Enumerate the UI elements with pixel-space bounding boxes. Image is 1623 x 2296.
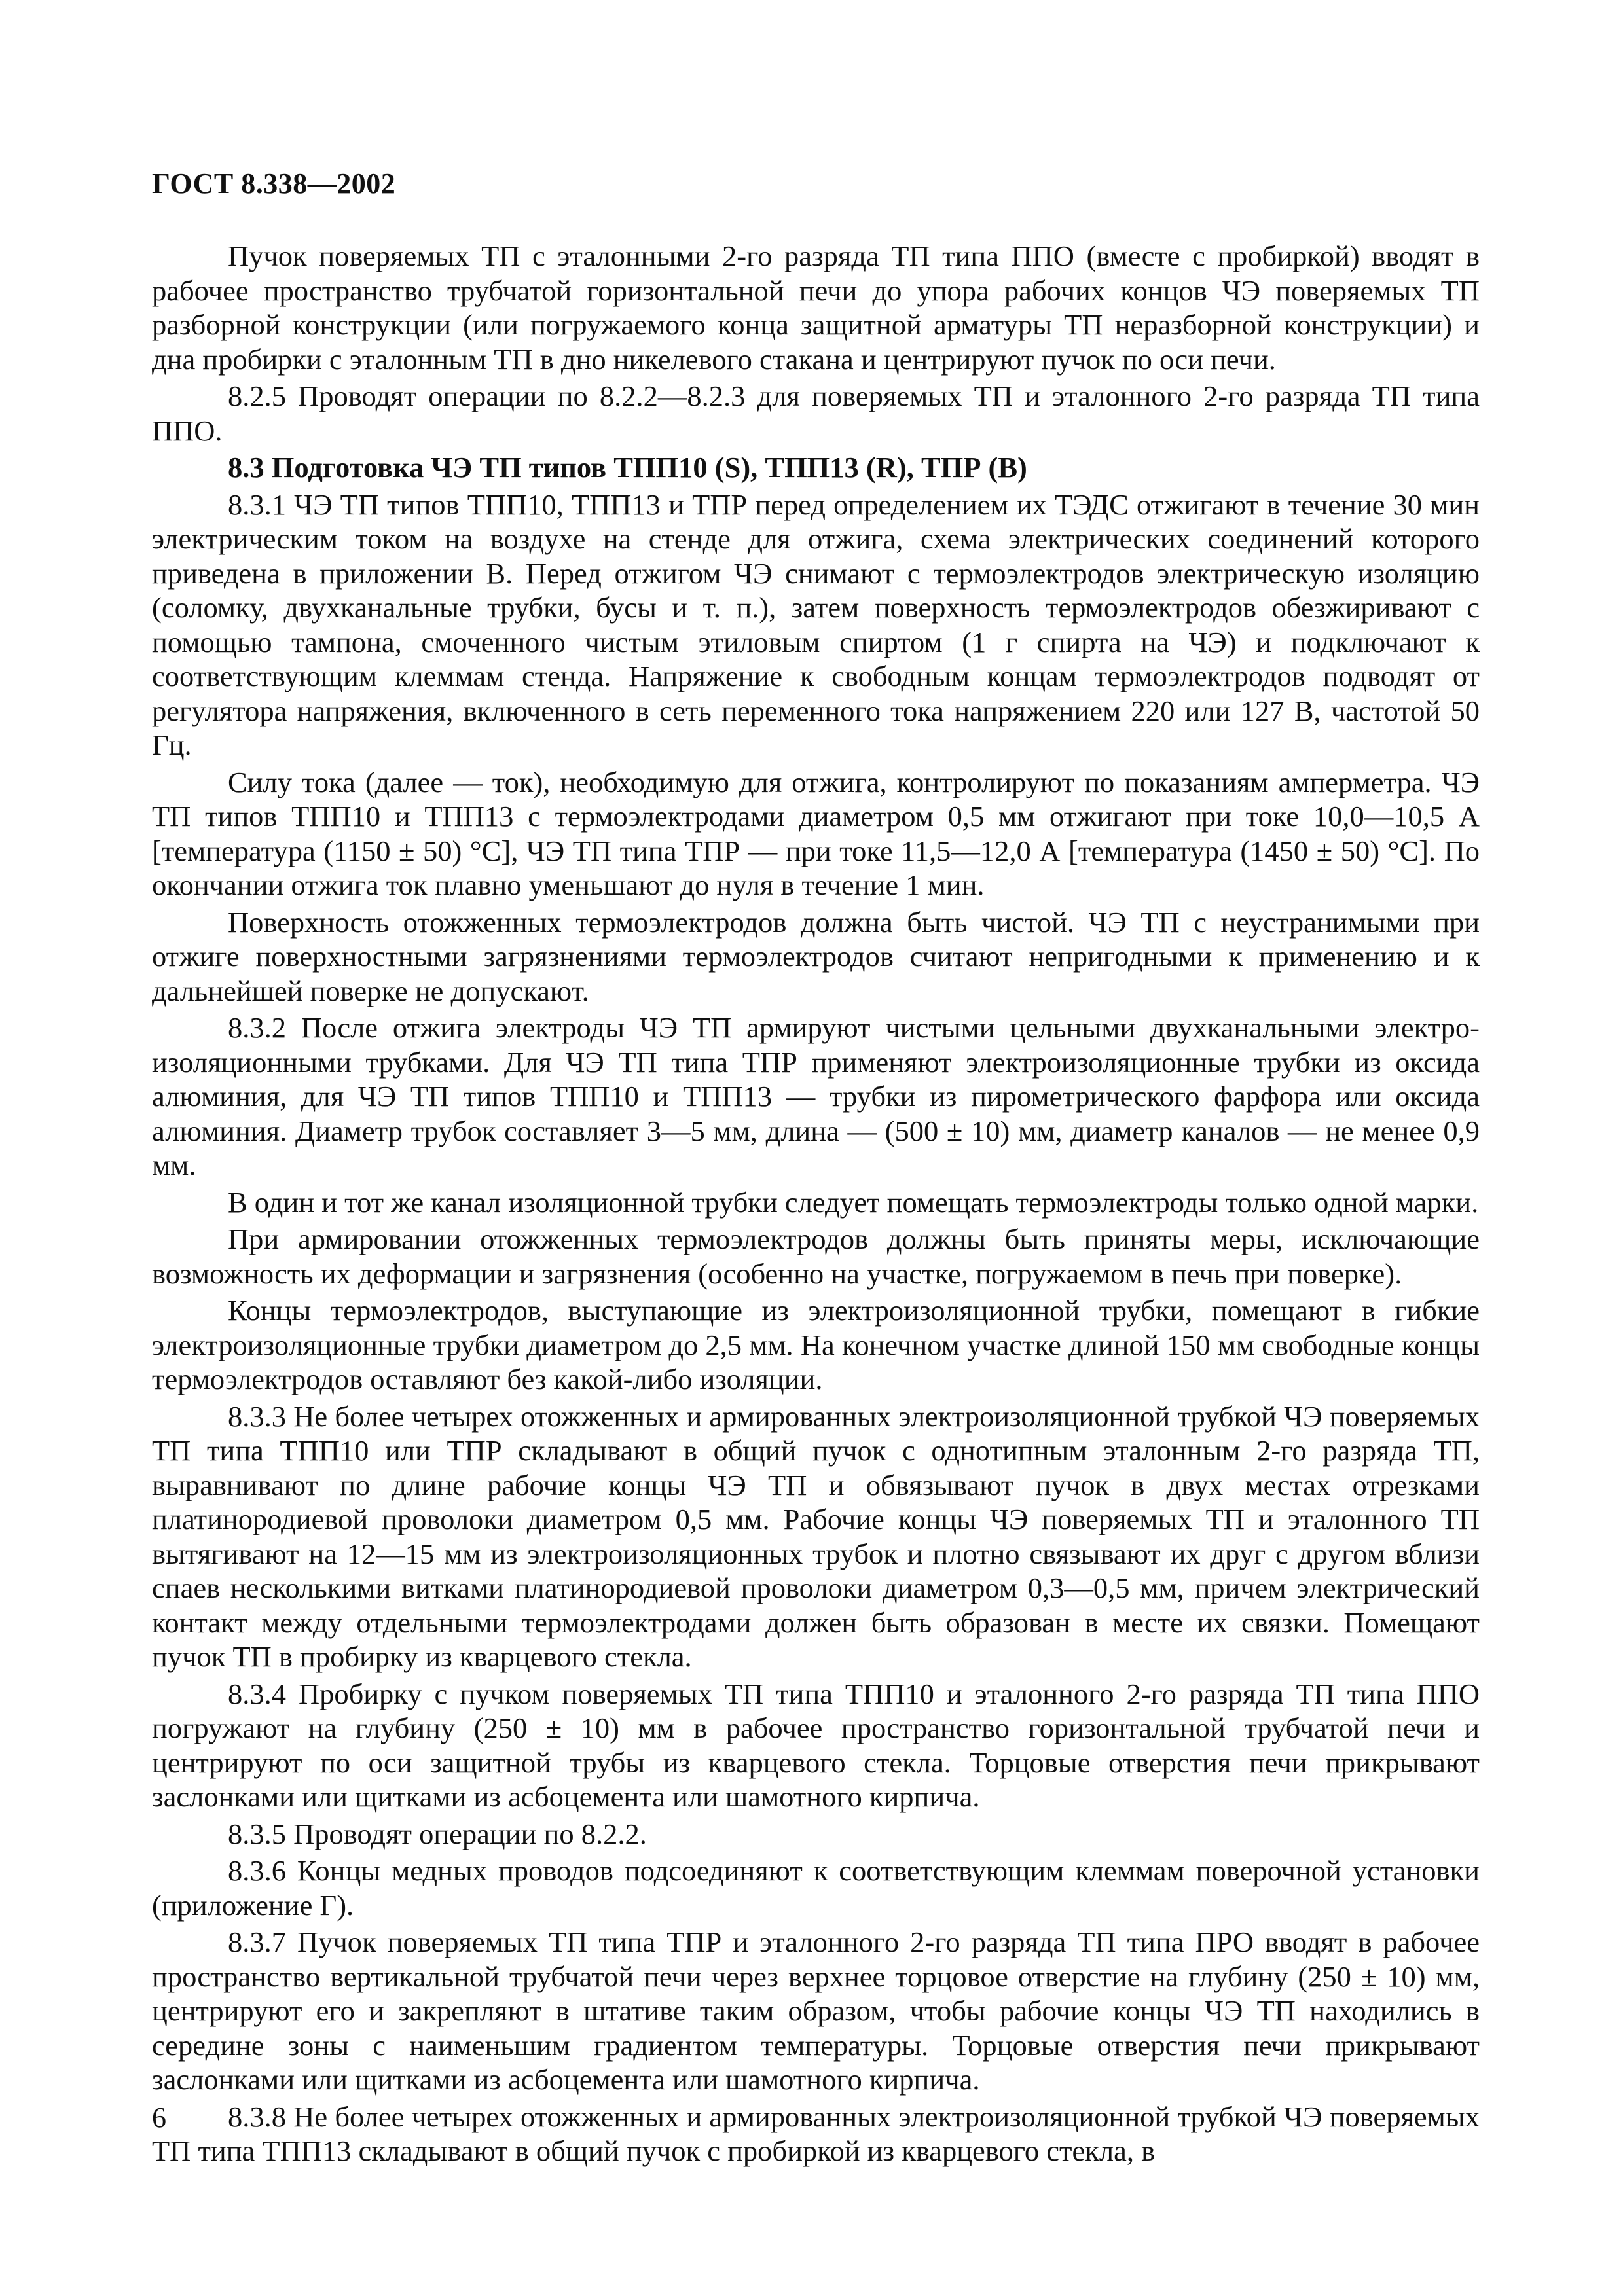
body-paragraph: 8.3.7 Пучок поверяемых ТП типа ТПР и эталонного 2-го разряда ТП типа ПРО вводят в рабочее пространство вертикальной трубчатой печи через верхнее торцовое отверстие на глубину (250 ± 10) мм, центрируют его и закрепляют в штативе таким образом, чтобы рабочие концы ЧЭ ТП находились в середине зоны с наименьшим градиентом температуры. Торцовые отверстия печи прикрывают заслонками или щитками из асбоцемента или шамотного кирпича. [152,1926,1480,2096]
body-paragraph: В один и тот же канал изоляционной трубки следует помещать термоэлектроды только одной марки. [228,1185,1479,1219]
body-paragraph: Концы термоэлектродов, выступающие из электроизоляционной трубки, помещают в гибкие электроизоляционные трубки диаметром до 2,5 мм. На конечном участке длиной 150 мм свободные концы термоэлектродов оставляют без какой-либо изоляции. [152,1294,1480,1395]
body-paragraph: 8.3.3 Не более четырех отожженных и армированных электроизоляционной трубкой ЧЭ поверяемых ТП типа ТПП10 или ТПР складывают в общий пучок с однотипным эталонным 2-го разряда ТП, выравнивают по длине рабочие концы ЧЭ ТП и обвязывают пучок в двух местах отрезками платинородиевой проволоки диаметром 0,5 мм. Рабочие концы ЧЭ поверяемых ТП и эталонного ТП вытягивают на 12—15 мм из электроизоляционных трубок и плотно связывают их друг с другом вблизи спаев несколькими витками платинородиевой проволоки диаметром 0,3—0,5 мм, причем электрический контакт между отдельными термоэлектродами должен быть образован в месте их связки. Помещают пучок ТП в пробирку из кварцевого стекла. [152,1399,1480,1673]
body-paragraph: 8.3.1 ЧЭ ТП типов ТПП10, ТПП13 и ТПР перед определением их ТЭДС отжигают в течение 30 мин электрическим током на воздухе на стенде для отжига, схема электрических соединений которого приведена в приложении В. Перед отжигом ЧЭ снимают с термоэлектродов электрическую изоляцию (соломку, двухканальные трубки, бусы и т. п.), затем поверхность термоэлектродов обезжиривают с помощью тампона, смоченного чистым этиловым спиртом (1 г спирта на ЧЭ) и подключают к соответствующим клеммам стенда. Напряжение к свободным концам термоэлектродов подводят от регулятора напряжения, включенного в сеть переменного тока напряжением 220 или 127 В, частотой 50 Гц. [152,488,1480,761]
body-paragraph: Поверхность отожженных термоэлектродов должна быть чистой. ЧЭ ТП с неустранимыми при отжиге поверхностными загрязнениями термоэлектродов считают непригодными к применению и к дальнейшей поверке не допускают. [152,905,1480,1007]
body-paragraph: 8.3.6 Концы медных проводов подсоединяют к соответствующим клеммам поверочной установки (приложение Г). [152,1854,1480,1922]
page-number: 6 [152,2102,166,2134]
body-paragraph: При армировании отожженных термоэлектродов должны быть приняты меры, исключающие возможность их деформации и загрязнения (особенно на участке, погружаемом в печь при поверке). [152,1223,1480,1290]
document-body [152,239,1480,2168]
body-paragraph: 8.3.4 Пробирку с пучком поверяемых ТП типа ТПП10 и эталонного 2-го разряда ТП типа ППО погружают на глубину (250 ± 10) мм в рабочее пространство горизонтальной трубчатой печи и центрируют по оси защитной трубы из кварцевого стекла. Торцовые отверстия печи прикрывают заслонками или щитками из асбоцемента или шамотного кирпича. [152,1677,1480,1813]
body-paragraph: Пучок поверяемых ТП с эталонными 2-го разряда ТП типа ППО (вместе с пробиркой) вводят в рабочее пространство трубчатой горизонтальной печи до упора рабочих концов ЧЭ поверяемых ТП разборной конструкции (или погружаемого конца защитной арматуры ТП неразборной конструкции) и дна пробирки с эталонным ТП в дно никелевого стакана и центрируют пучок по оси печи. [152,240,1480,376]
standard-header: ГОСТ 8.338—2002 [152,168,396,200]
body-paragraph: Силу тока (далее — ток), необходимую для отжига, контролируют по показаниям амперметра. ЧЭ ТП типов ТПП10 и ТПП13 с термоэлектродами диаметром 0,5 мм отжигают при токе 10,0—10,5 А [температура (1150 ± 50) °С], ЧЭ ТП типа ТПР — при токе 11,5—12,0 А [температура (1450 ± 50) °С]. По окончании отжига ток плавно уменьшают до нуля в течение 1 мин. [152,765,1480,901]
body-paragraph: 8.3.2 После отжига электроды ЧЭ ТП армируют чистыми цельными двухканальными электроизоляционными трубками. Для ЧЭ ТП типа ТПР применяют электроизоляционные трубки из оксида алюминия, для ЧЭ ТП типов ТПП10 и ТПП13 — трубки из пирометрического фарфора или оксида алюминия. Диаметр трубок составляет 3—5 мм, длина — (500 ± 10) мм, диаметр каналов — не менее 0,9 мм. [152,1011,1480,1181]
body-paragraph: 8.2.5 Проводят операции по 8.2.2—8.2.3 для поверяемых ТП и эталонного 2-го разряда ТП типа ППО. [152,380,1480,447]
body-paragraph: 8.3.8 Не более четырех отожженных и армированных электроизоляционной трубкой ЧЭ поверяемых ТП типа ТПП13 складывают в общий пучок с пробиркой из кварцевого стекла, в [152,2100,1480,2167]
body-paragraph: 8.3.5 Проводят операции по 8.2.2. [228,1817,647,1850]
section-heading: 8.3 Подготовка ЧЭ ТП типов ТПП10 (S), ТПП13 (R), ТПР (B) [228,451,1027,484]
